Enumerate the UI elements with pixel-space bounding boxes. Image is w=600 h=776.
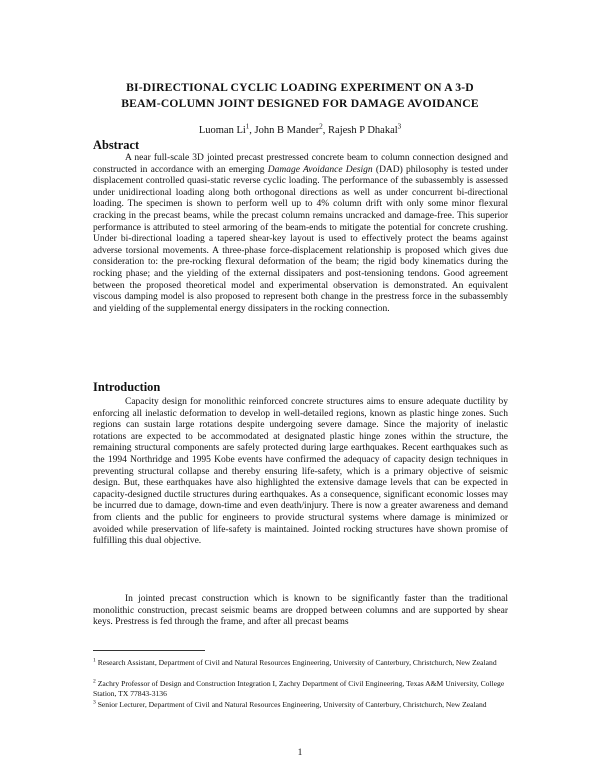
footnote-3: [93, 700, 508, 710]
title-line-1: BI-DIRECTIONAL CYCLIC LOADING EXPERIMENT ON A 3-D: [126, 81, 474, 94]
abstract-text-part: (DAD) philosophy is tested under displacement controlled quasi-static reverse cyclic loading. The performance of the subassembly is assessed under unidirectional loading along both orthogonal directions as well as under concurrent bi-directional loading. The specimen is shown to perform well up to 4% column drift with only some minor flexural cracking in the precast beams, while the precast column remains uncracked and damage-free. This superior performance is attributed to steel armoring of the beam-ends to mitigate the potential for concrete crushing. Under bi-directional loading a tapered shear-key layout is used to effectively protect the beams against adverse torsional movements. A three-phase force-displacement relationship is proposed which gives due consideration to: the pre-rocking flexural deformation of the beam; the rigid body kinematics during the rocking phase; and the yielding of the external dissipaters and post-tensioning tendons. Good agreement between the proposed theoretical model and experimental observation is demonstrated. An equivalent viscous damping model is also proposed to represent both change in the prestress force in the subassembly and yielding of the supplemental energy dissipaters in the rocking connection.: [93, 164, 509, 314]
paper-title: [90, 80, 510, 112]
author-footnote-mark: 1: [245, 122, 250, 131]
abstract-paragraph: [93, 153, 508, 315]
footnote-mark: 1: [93, 657, 96, 664]
footnote-text: Senior Lecturer, Department of Civil and Natural Resources Engineering, University of Canterbury, Christchurch, New Zealand: [97, 700, 487, 709]
footnote-2: [93, 679, 508, 699]
author-footnote-mark: 2: [319, 122, 323, 131]
introduction-paragraph-2: In jointed precast construction which is known to be significantly faster than the traditional monolithic construction, precast seismic beams are dropped between columns and are supported by shear keys. Prestress is fed through the frame, and after all precast beams: [93, 594, 508, 628]
footnote-mark: 3: [93, 699, 96, 706]
footnote-divider: [93, 650, 205, 651]
author-list: [90, 124, 510, 137]
footnote-text: Research Assistant, Department of Civil and Natural Resources Engineering, University of Canterbury, Christchurch, New Zealand: [97, 658, 497, 667]
author-footnote-mark: 3: [397, 122, 402, 131]
title-line-2: BEAM-COLUMN JOINT DESIGNED FOR DAMAGE AVOIDANCE: [121, 97, 479, 110]
footnote-mark: 2: [93, 678, 96, 685]
author-name: John B Mander: [254, 125, 320, 136]
page-number: 1: [297, 748, 303, 758]
introduction-paragraph-1: Capacity design for monolithic reinforced concrete structures aims to ensure adequate ductility by enforcing all inelastic deformation to develop in well-detailed regions, known as plastic hinge zones. Such regions can sustain large rotations despite undergoing severe damage. Since the majority of inelastic rotations are expected to be accommodated at designated plastic hinge zones within the structure, the remaining structural components are safely protected during large earthquakes. Recent earthquakes such as the 1994 Northridge and 1995 Kobe events have confirmed the adequacy of capacity design techniques in preventing structural collapse and thereby ensuring life-safety, which is a primary objective of seismic design. But, these earthquakes have also highlighted the extensive damage levels that can be expected in capacity-designed ductile structures during earthquakes. As a consequence, significant economic losses may be incurred due to damage, down-time and even death/injury. There is now a greater awareness and demand from clients and the public for engineers to provide structural systems where damage is minimized or avoided while preservation of life-safety is maintained. Jointed rocking structures have shown promise of fulfilling this dual objective.: [93, 397, 508, 547]
introduction-heading: Introduction: [93, 380, 161, 394]
abstract-emphasis: Damage Avoidance Design: [267, 164, 373, 175]
author-name: Luoman Li: [198, 125, 246, 136]
abstract-heading: Abstract: [93, 138, 140, 152]
author-separator: ,: [322, 125, 329, 136]
author-separator: ,: [249, 125, 255, 136]
abstract-text-part: A near full-scale 3D jointed precast prestressed concrete beam to column connection designed and constructed in accordance with an emerging: [93, 153, 508, 175]
footnote-text: Zachry Professor of Design and Construction Integration I, Zachry Department of Civil Engineering, Texas A&M University, College Station, TX 77843-3136: [93, 679, 505, 699]
author-name: Rajesh P Dhakal: [328, 125, 398, 136]
footnote-1: [93, 658, 508, 668]
